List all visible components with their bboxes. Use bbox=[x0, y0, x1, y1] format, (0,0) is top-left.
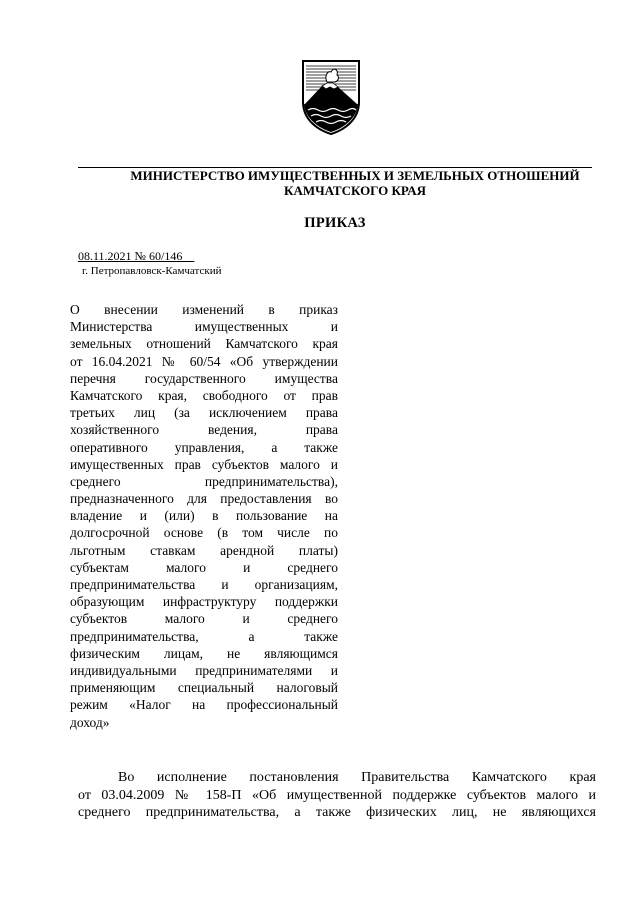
subject-line: имущественных прав субъектов малого и bbox=[70, 456, 338, 472]
body-line: Во исполнение постановления Правительства Камчатского края bbox=[118, 770, 596, 785]
order-subject bbox=[70, 301, 338, 731]
subject-line: образующим инфраструктуру поддержки bbox=[70, 594, 338, 610]
order-title: ПРИКАЗ bbox=[304, 215, 366, 231]
subject-line: от 16.04.2021 № 60/54 «Об утверждении bbox=[70, 353, 338, 369]
order-body-paragraph bbox=[78, 769, 596, 822]
subject-line: долгосрочной основе (в том числе по bbox=[70, 525, 338, 541]
subject-line: льготным ставкам арендной платы) bbox=[70, 542, 338, 558]
subject-line: земельных отношений Камчатского края bbox=[70, 336, 338, 352]
subject-line: применяющим специальный налоговый bbox=[70, 680, 338, 696]
ministry-line: КАМЧАТСКОГО КРАЯ bbox=[284, 183, 426, 198]
subject-line: физическим лицам, не являющимся bbox=[70, 645, 338, 661]
subject-line: Камчатского края, свободного от прав bbox=[70, 387, 338, 403]
subject-line: предпринимательства, а также bbox=[70, 628, 338, 644]
ministry-line: МИНИСТЕРСТВО ИМУЩЕСТВЕННЫХ И ЗЕМЕЛЬНЫХ ОТНОШЕНИЙ bbox=[130, 168, 580, 183]
subject-line: третьих лиц (за исключением права bbox=[70, 405, 338, 421]
coat-of-arms-icon bbox=[300, 58, 362, 136]
subject-line: среднего предпринимательства), bbox=[70, 473, 338, 489]
subject-line: субъектам малого и среднего bbox=[70, 559, 338, 575]
subject-line: О внесении изменений в приказ bbox=[70, 302, 338, 317]
subject-line: режим «Налог на профессиональный bbox=[70, 697, 338, 713]
body-line: от 03.04.2009 № 158-П «Об имущественной поддержке субъектов малого и bbox=[78, 787, 596, 803]
subject-line: хозяйственного ведения, права bbox=[70, 422, 338, 438]
subject-line: предназначенного для предоставления во bbox=[70, 491, 338, 507]
subject-line: индивидуальными предпринимателями и bbox=[70, 662, 338, 678]
subject-line: владение и (или) в пользование на bbox=[70, 508, 338, 524]
body-line: среднего предпринимательства, а также физических лиц, не являющихся bbox=[78, 805, 596, 821]
subject-line: Министерства имущественных и bbox=[70, 319, 338, 335]
subject-line: перечня государственного имущества bbox=[70, 370, 338, 386]
subject-line: субъектов малого и среднего bbox=[70, 611, 338, 627]
order-date-number: 08.11.2021 № 60/146 bbox=[78, 249, 195, 263]
ministry-heading bbox=[90, 168, 620, 198]
subject-line: предпринимательства и организациям, bbox=[70, 577, 338, 592]
subject-line: доход» bbox=[70, 714, 110, 730]
city-name: г. Петропавловск-Камчатский bbox=[82, 265, 222, 277]
subject-line: оперативного управления, а также bbox=[70, 439, 338, 455]
